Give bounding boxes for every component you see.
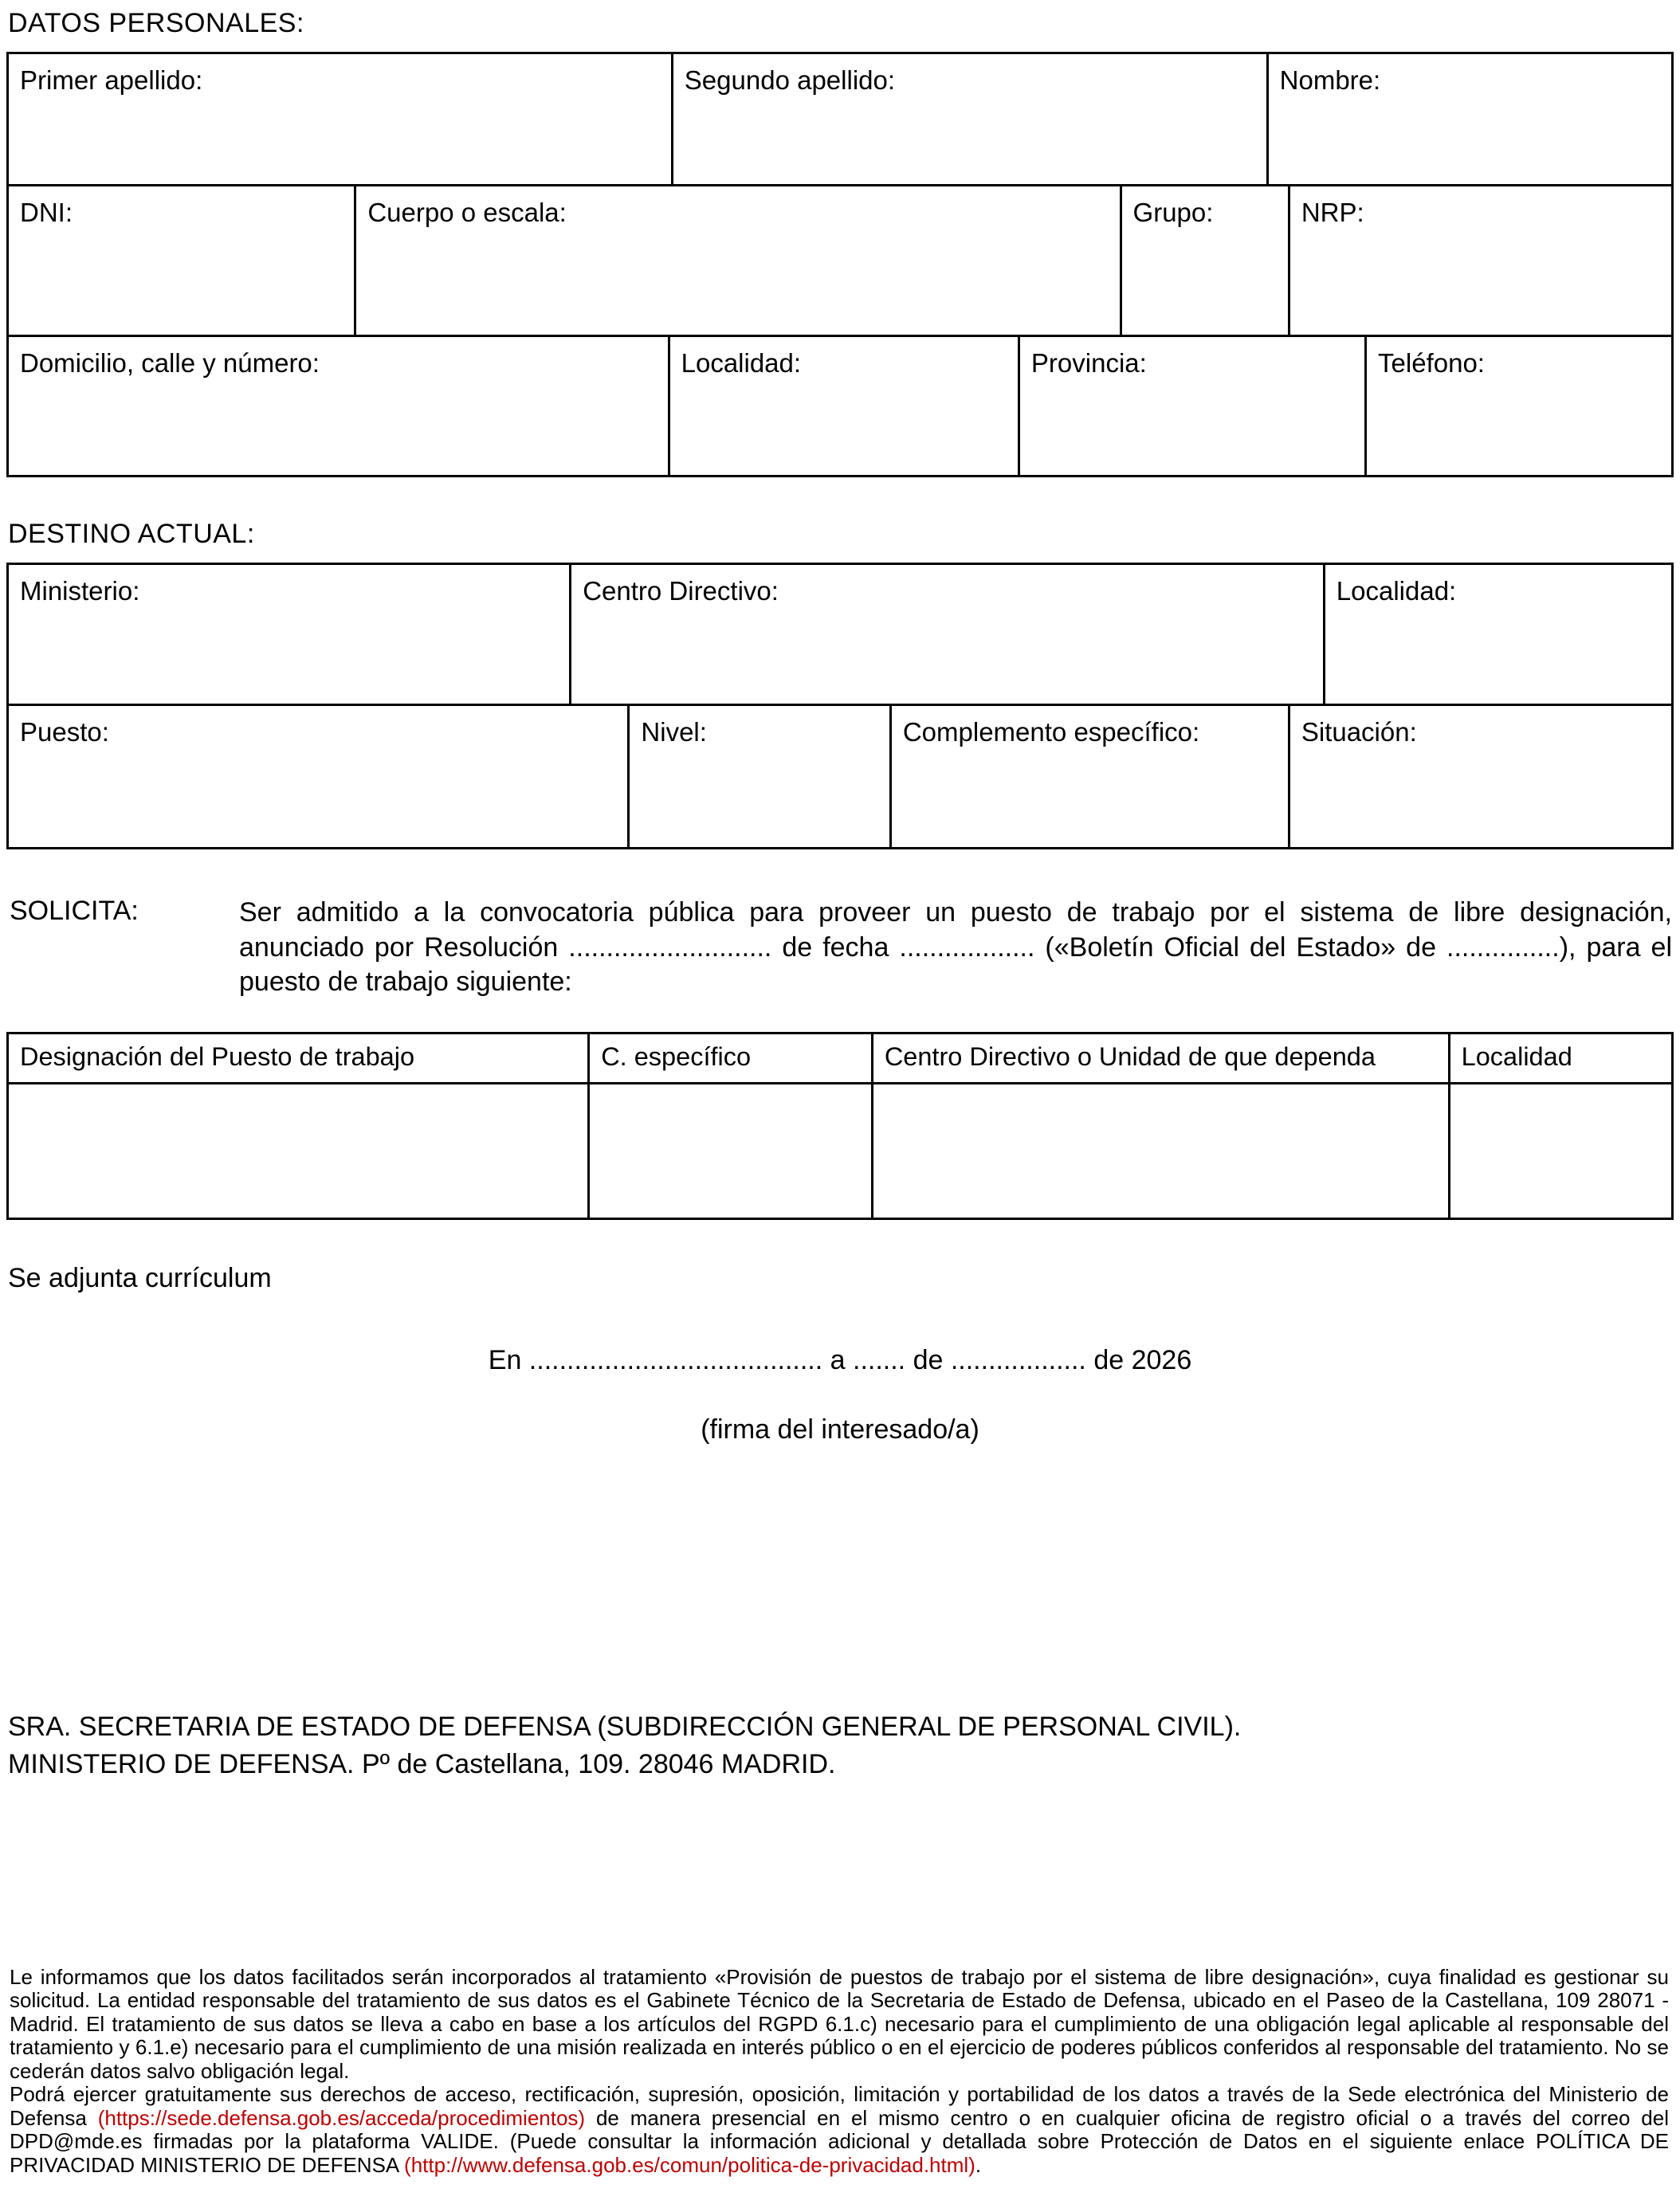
field-label: Nivel: (641, 717, 707, 747)
recipient-address-line2: MINISTERIO DE DEFENSA. Pº de Castellana, 109. 28046 MADRID. (8, 1749, 836, 1780)
privacy-notice (6, 1966, 1669, 2178)
field-label: Puesto: (20, 717, 109, 747)
dni-field[interactable] (6, 186, 356, 337)
situacion-field[interactable] (1290, 706, 1674, 849)
column-header-centro-directivo (873, 1032, 1450, 1084)
field-label: NRP: (1301, 198, 1364, 227)
centro-directivo-field[interactable] (571, 563, 1325, 706)
politica-privacidad-link[interactable]: (http://www.defensa.gob.es/comun/politica-de-privacidad.html) (404, 2152, 975, 2177)
destino-actual-table (6, 563, 1674, 849)
field-label: Cuerpo o escala: (367, 198, 567, 227)
column-header-label: Designación del Puesto de trabajo (20, 1041, 415, 1071)
column-header-label: Centro Directivo o Unidad de que dependa (884, 1041, 1376, 1071)
centro-directivo-unidad-field[interactable] (873, 1084, 1450, 1220)
field-label: Primer apellido: (20, 65, 203, 95)
field-label: Ministerio: (20, 576, 140, 606)
segundo-apellido-field[interactable] (673, 52, 1269, 186)
c-especifico-field[interactable] (590, 1084, 873, 1220)
sede-electronica-link[interactable]: (https://sede.defensa.gob.es/acceda/procedimientos) (97, 2105, 586, 2130)
privacy-text-segment: . (975, 2152, 982, 2177)
column-header-label: Localidad (1461, 1041, 1572, 1071)
field-label: Domicilio, calle y número: (20, 348, 320, 378)
recipient-address (6, 1708, 1674, 1784)
nrp-field[interactable] (1290, 186, 1674, 337)
puesto-solicitado-table (6, 1032, 1674, 1220)
field-label: Situación: (1301, 717, 1417, 747)
domicilio-field[interactable] (6, 337, 670, 477)
table-row (6, 52, 1674, 186)
cuerpo-escala-field[interactable] (356, 186, 1121, 337)
field-label: Complemento específico: (902, 717, 1200, 747)
designacion-puesto-field[interactable] (6, 1084, 590, 1220)
section-heading-datos-personales: DATOS PERSONALES: (8, 8, 304, 38)
complemento-especifico-field[interactable] (892, 706, 1290, 849)
column-header-designacion (6, 1032, 590, 1084)
recipient-address-line1: SRA. SECRETARIA DE ESTADO DE DEFENSA (SUBDIRECCIÓN GENERAL DE PERSONAL CIVIL). (8, 1711, 1242, 1742)
solicita-section (6, 896, 1672, 1000)
solicita-text: Ser admitido a la convocatoria pública para proveer un puesto de trabajo por el sistema de libre designación, anunciado por Resolución ........................... de fecha .................. («Boletín Oficial del Estado» de ...............), para el puesto de trabajo siguiente: (239, 897, 1672, 998)
ministerio-field[interactable] (6, 563, 571, 706)
grupo-field[interactable] (1122, 186, 1290, 337)
table-row (6, 186, 1674, 337)
table-row (6, 1084, 1674, 1220)
table-row (6, 337, 1674, 477)
section-heading-destino-actual: DESTINO ACTUAL: (8, 519, 255, 549)
solicita-label: SOLICITA: (10, 896, 139, 926)
field-label: Centro Directivo: (583, 576, 779, 606)
column-header-localidad (1450, 1032, 1674, 1084)
nivel-field[interactable] (630, 706, 891, 849)
field-label: Provincia: (1030, 348, 1147, 378)
privacy-paragraph-2 (10, 2083, 1669, 2177)
field-label: Segundo apellido: (684, 65, 896, 95)
firma-label: (firma del interesado/a) (701, 1414, 979, 1445)
localidad-puesto-field[interactable] (1450, 1084, 1674, 1220)
primer-apellido-field[interactable] (6, 52, 673, 186)
curriculum-note: Se adjunta currículum (8, 1262, 272, 1293)
table-row (6, 706, 1674, 849)
column-header-label: C. específico (601, 1041, 752, 1071)
datos-personales-table (6, 52, 1674, 477)
localidad-destino-field[interactable] (1325, 563, 1674, 706)
puesto-field[interactable] (6, 706, 630, 849)
field-label: Localidad: (1336, 576, 1457, 606)
privacy-text-segment: de manera presencial en el mismo centro o en cualquier oficina de registro oficial o a través del correo del DPD@mde.es firmadas por la plataforma VALIDE. (Puede consultar la información adicional y detallada sobre Protección de Datos en el siguiente enlace POLÍTICA DE PRIVACIDAD MINISTERIO DE DEFENSA (10, 2105, 1669, 2177)
field-label: Grupo: (1132, 198, 1214, 227)
nombre-field[interactable] (1269, 52, 1674, 186)
table-row (6, 563, 1674, 706)
table-header-row (6, 1032, 1674, 1084)
localidad-field[interactable] (670, 337, 1020, 477)
privacy-text-segment: Podrá ejercer gratuitamente sus derechos de acceso, rectificación, supresión, oposición, limitación y portabilidad de los datos a través de la Sede electrónica del Ministerio de Defensa (10, 2082, 1669, 2130)
field-label: Localidad: (681, 348, 802, 378)
field-label: Nombre: (1279, 65, 1381, 95)
privacy-paragraph-1: Le informamos que los datos facilitados serán incorporados al tratamiento «Provisión de puestos de trabajo por el sistema de libre designación», cuya finalidad es gestionar su solicitud. La entidad responsable del tratamiento de sus datos es el Gabinete Técnico de la Secretaria de Estado de Defensa, ubicado en el Paseo de la Castellana, 109 28071 - Madrid. El tratamiento de sus datos se lleva a cabo en base a los artículos del RGPD 6.1.c) necesario para el cumplimiento de una obligación legal aplicable al responsable del tratamiento y 6.1.e) necesario para el cumplimiento de una misión realizada en interés público o en el ejercicio de poderes públicos conferidos al responsable del tratamiento. No se cederán datos salvo obligación legal. (10, 1964, 1669, 2083)
column-header-c-especifico (590, 1032, 873, 1084)
provincia-field[interactable] (1020, 337, 1367, 477)
field-label: Teléfono: (1378, 348, 1485, 378)
field-label: DNI: (20, 198, 73, 227)
telefono-field[interactable] (1367, 337, 1674, 477)
fecha-line: En ....................................... a ....... de .................. de 2026 (488, 1344, 1192, 1375)
